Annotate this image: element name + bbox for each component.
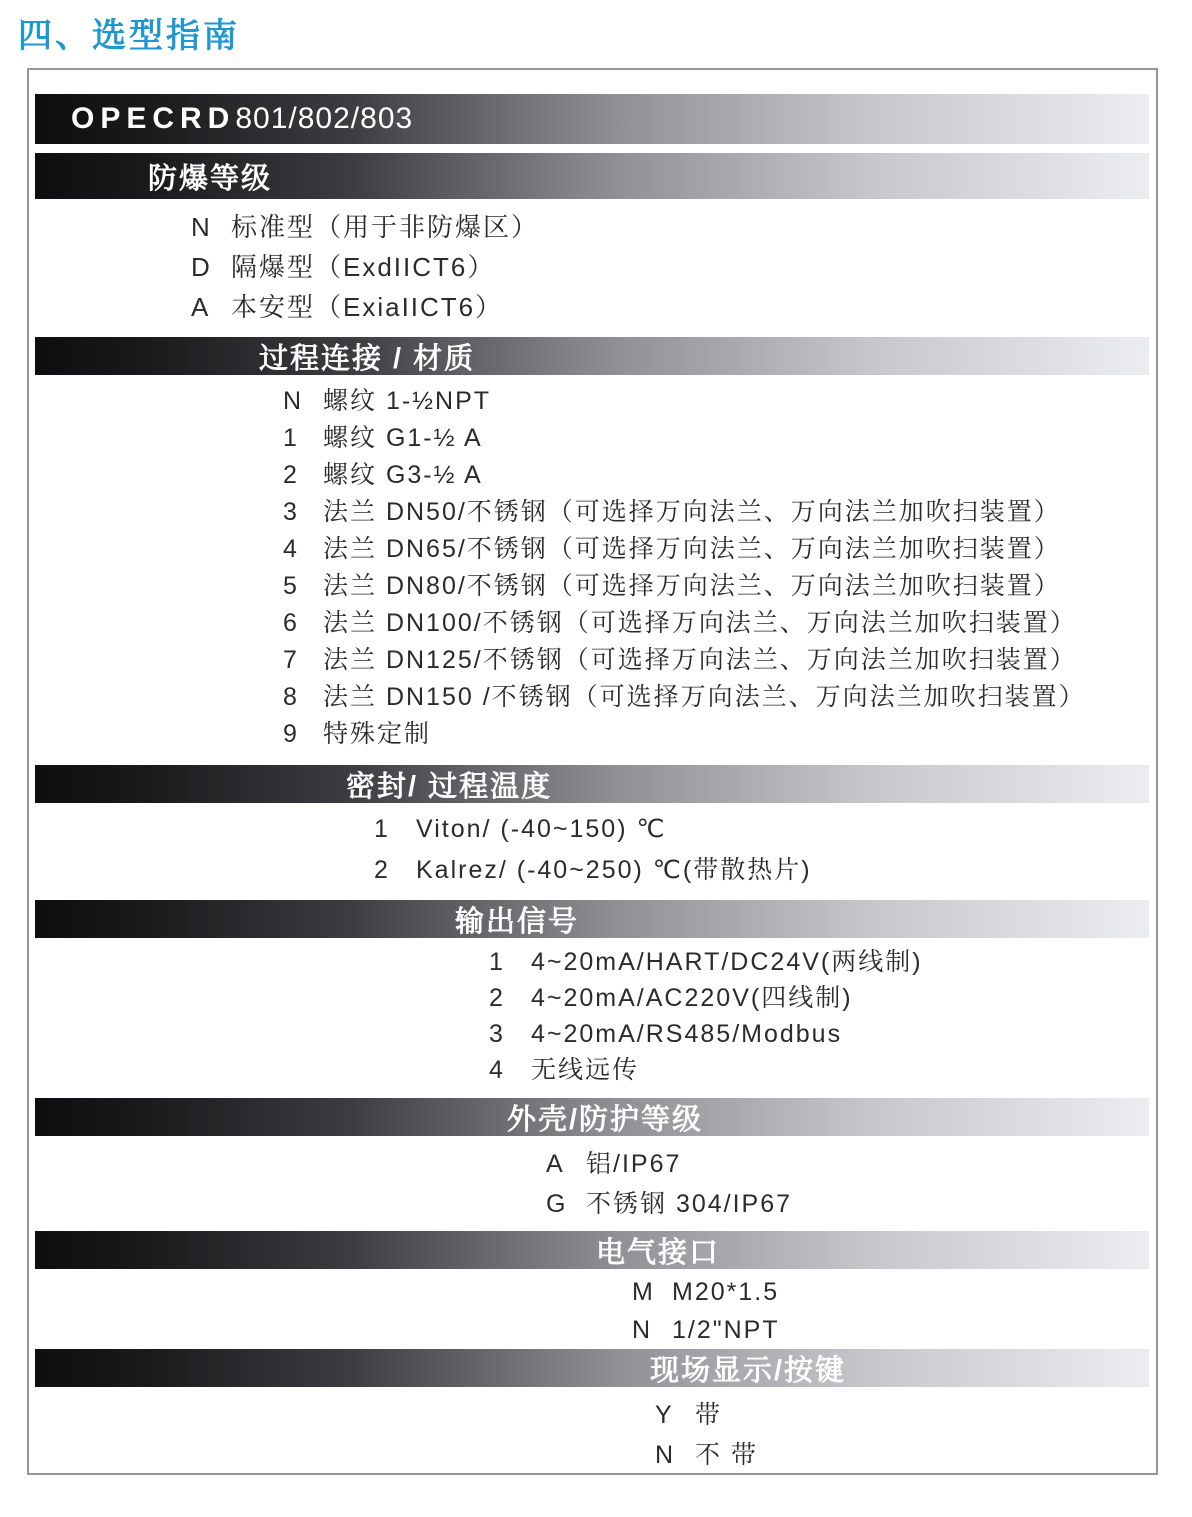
section-electrical-interface (29, 1231, 1156, 1349)
option-row: Y 带 (655, 1401, 723, 1429)
option-row: 3 法兰 DN50/不锈钢（可选择万向法兰、万向法兰加吹扫装置） (283, 498, 1061, 526)
option-row: 5 法兰 DN80/不锈钢（可选择万向法兰、万向法兰加吹扫装置） (283, 572, 1061, 600)
section-header-electrical-interface (35, 1231, 1149, 1269)
model-numbers: 801/802/803 (235, 102, 414, 135)
section-output-signal (29, 900, 1156, 1098)
page-title: 四、选型指南 (18, 17, 240, 55)
option-row: 3 4~20mA/RS485/Modbus (489, 1020, 843, 1048)
section-label: 输出信号 (455, 905, 580, 938)
option-row: N 1/2"NPT (632, 1316, 780, 1344)
option-row: 1 Viton/ (-40~150) ℃ (374, 815, 667, 843)
section-label: 密封/ 过程温度 (346, 770, 553, 803)
section-label: 防爆等级 (148, 162, 273, 195)
section-label: 现场显示/按键 (650, 1354, 847, 1387)
section-local-display-buttons (29, 1349, 1156, 1475)
option-row: 2 螺纹 G3-½ A (283, 461, 483, 489)
section-header-output-signal (35, 900, 1149, 938)
option-row: A 铝/IP67 (546, 1150, 682, 1178)
section-process-connection-material (29, 337, 1156, 765)
option-row: 4 无线远传 (489, 1056, 640, 1084)
section-header-housing-protection (35, 1098, 1149, 1136)
section-label: 过程连接 / 材质 (259, 342, 476, 375)
section-explosion-proof-rating (29, 153, 1156, 337)
option-row: 6 法兰 DN100/不锈钢（可选择万向法兰、万向法兰加吹扫装置） (283, 609, 1077, 637)
section-header-local-display (35, 1349, 1149, 1387)
option-row: 7 法兰 DN125/不锈钢（可选择万向法兰、万向法兰加吹扫装置） (283, 646, 1077, 674)
section-header-process-connection (35, 337, 1149, 375)
option-row: 9 特殊定制 (283, 720, 432, 748)
option-row: 2 Kalrez/ (-40~250) ℃(带散热片) (374, 856, 812, 884)
option-row: G 不锈钢 304/IP67 (546, 1190, 793, 1218)
section-header-seal-temperature (35, 765, 1149, 803)
section-label: 电气接口 (596, 1236, 721, 1269)
option-row: 4 法兰 DN65/不锈钢（可选择万向法兰、万向法兰加吹扫装置） (283, 535, 1061, 563)
option-row: M M20*1.5 (632, 1278, 780, 1306)
model-prefix: OPECRD (71, 102, 236, 135)
section-label: 外壳/防护等级 (507, 1103, 704, 1136)
option-row: 2 4~20mA/AC220V(四线制) (489, 984, 853, 1012)
option-row: A 本安型（ExiaIICT6） (191, 292, 504, 322)
option-row: N 不 带 (655, 1441, 758, 1469)
option-row: 1 螺纹 G1-½ A (283, 424, 483, 452)
section-header-explosion-proof (35, 153, 1149, 199)
option-row: 8 法兰 DN150 /不锈钢（可选择万向法兰、万向法兰加吹扫装置） (283, 683, 1086, 711)
option-row: N 标准型（用于非防爆区） (191, 212, 540, 242)
option-row: N 螺纹 1-½NPT (283, 387, 492, 415)
section-seal-process-temperature (29, 765, 1156, 900)
section-housing-protection-rating (29, 1098, 1156, 1231)
model-selection-box (27, 68, 1158, 1475)
option-row: 1 4~20mA/HART/DC24V(两线制) (489, 948, 923, 976)
model-header-bar (35, 94, 1149, 144)
option-row: D 隔爆型（ExdIICT6） (191, 252, 496, 282)
